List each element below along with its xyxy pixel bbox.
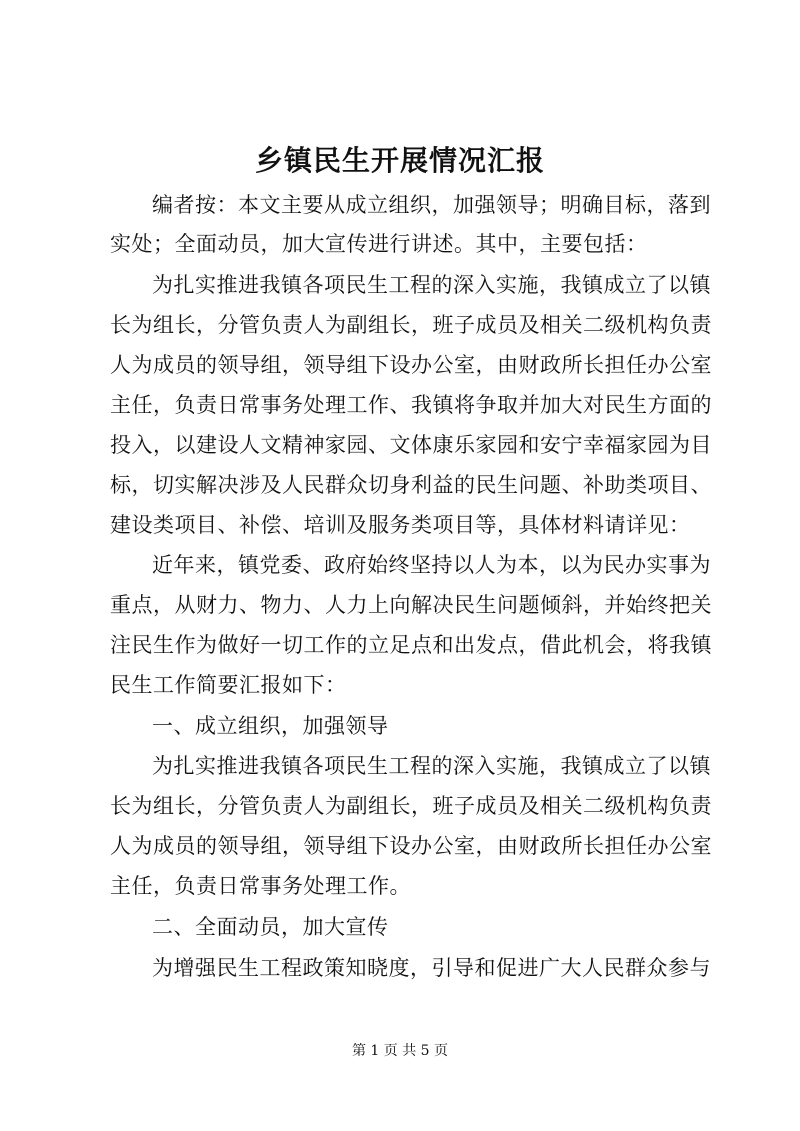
- text-line: 主任，负责日常事务处理工作。: [110, 874, 411, 898]
- section-heading: 一、成立组织，加强领导: [152, 714, 389, 738]
- text-line: 人为成员的领导组，领导组下设办公室，由财政所长担任办公室: [110, 834, 712, 858]
- text-line: 实处；全面动员，加大宣传进行讲述。其中，主要包括：: [110, 232, 648, 256]
- text-line: 标，切实解决涉及人民群众切身利益的民生问题、补助类项目、: [110, 473, 712, 497]
- text-line: 近年来，镇党委、政府始终坚持以人为本，以为民办实事为: [152, 553, 711, 577]
- text-line: 主任，负责日常事务处理工作、我镇将争取并加大对民生方面的: [110, 393, 712, 417]
- text-line: 注民生作为做好一切工作的立足点和出发点，借此机会，将我镇: [110, 633, 712, 657]
- document-title: 乡镇民生开展情况汇报: [254, 144, 545, 177]
- text-line: 长为组长，分管负责人为副组长，班子成员及相关二级机构负责: [110, 794, 712, 818]
- text-line: 编者按：本文主要从成立组织，加强领导；明确目标，落到: [152, 193, 711, 217]
- text-line: 投入，以建设人文精神家园、文体康乐家园和安宁幸福家园为目: [110, 433, 712, 457]
- text-line: 建设类项目、补偿、培训及服务类项目等，具体材料请详见：: [110, 513, 691, 537]
- section-heading: 二、全面动员，加大宣传: [152, 915, 389, 939]
- text-line: 长为组长，分管负责人为副组长，班子成员及相关二级机构负责: [110, 313, 712, 337]
- text-line: 民生工作简要汇报如下：: [110, 673, 347, 697]
- text-line: 为增强民生工程政策知晓度，引导和促进广大人民群众参与: [152, 956, 711, 980]
- page-number-footer: 第 1 页 共 5 页: [351, 1043, 449, 1059]
- text-line: 为扎实推进我镇各项民生工程的深入实施，我镇成立了以镇: [152, 754, 711, 778]
- text-line: 人为成员的领导组，领导组下设办公室，由财政所长担任办公室: [110, 353, 712, 377]
- text-line: 重点，从财力、物力、人力上向解决民生问题倾斜，并始终把关: [110, 593, 712, 617]
- text-line: 为扎实推进我镇各项民生工程的深入实施，我镇成立了以镇: [152, 273, 711, 297]
